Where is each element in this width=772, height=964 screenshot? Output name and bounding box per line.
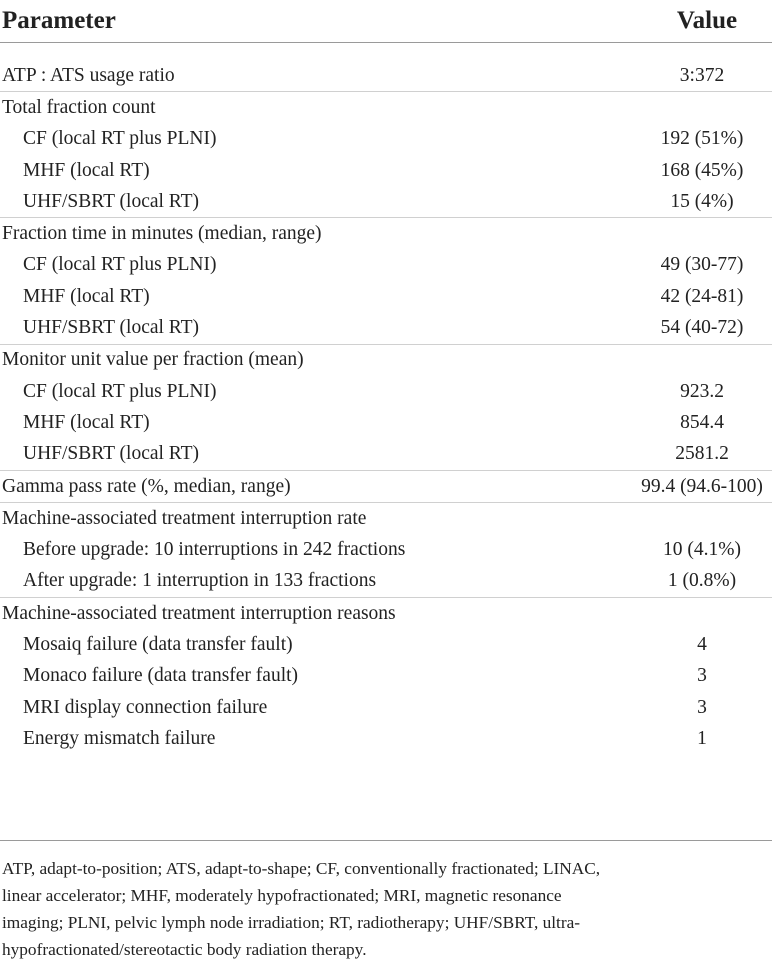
table-row [0,534,772,565]
row-label: CF (local RT plus PLNI) [23,128,217,150]
row-label: Before upgrade: 10 interruptions in 242 fractions [23,539,406,561]
row-value: 15 (4%) [670,190,734,212]
table-row [0,344,772,376]
row-label: ATP : ATS usage ratio [2,64,175,86]
row-label: Monitor unit value per fraction (mean) [2,349,304,371]
table-row [0,186,772,217]
footnote-line: linear accelerator; MHF, moderately hypofractionated; MRI, magnetic resonance [2,886,562,905]
footnote-line: imaging; PLNI, pelvic lymph node irradiation; RT, radiotherapy; UHF/SBRT, ultra- [2,913,581,932]
row-value: 1 [697,727,707,749]
row-value: 10 (4.1%) [663,539,741,561]
row-value: 3 [697,665,707,687]
row-label: CF (local RT plus PLNI) [23,380,217,402]
row-label: Fraction time in minutes (median, range) [2,223,322,245]
row-label: MHF (local RT) [23,285,150,307]
table-row [0,124,772,155]
table-row [0,502,772,534]
row-value: 42 (24-81) [660,285,744,307]
row-label: MRI display connection failure [23,696,268,718]
row-label: Mosaiq failure (data transfer fault) [23,633,293,655]
footnote-line: ATP, adapt-to-position; ATS, adapt-to-shape; CF, conventionally fractionated; LINAC, [2,859,601,878]
header-value: Value [676,7,738,34]
table-row [0,250,772,281]
row-value: 168 (45%) [660,159,744,181]
row-value: 99.4 (94.6-100) [641,475,763,497]
table-row [0,439,772,470]
row-value: 854.4 [680,411,724,433]
row-label: Machine-associated treatment interruption rate [2,507,367,529]
row-value: 3 [697,696,707,718]
row-label: MHF (local RT) [23,411,150,433]
table-body [0,43,772,755]
row-label: UHF/SBRT (local RT) [23,317,200,339]
row-value: 3:372 [679,64,725,86]
table-row [0,629,772,660]
row-label: After upgrade: 1 interruption in 133 fractions [23,570,377,592]
row-value: 1 (0.8%) [667,570,737,592]
row-value: 192 (51%) [660,128,744,150]
table-row [0,91,772,123]
row-label: MHF (local RT) [23,159,150,181]
table-row [0,312,772,343]
table-row [0,661,772,692]
footnote-line: hypofractionated/stereotactic body radiation therapy. [2,940,367,959]
table-row [0,376,772,407]
table-row [0,407,772,438]
table-row [0,723,772,754]
table-row [0,470,772,502]
row-value: 2581.2 [675,443,729,465]
table-row [0,692,772,723]
table-footnote [0,840,772,963]
row-label: Machine-associated treatment interruption reasons [2,602,396,624]
header-parameter: Parameter [2,7,116,34]
row-label: Total fraction count [2,96,156,118]
table-row [0,566,772,597]
row-value: 54 (40-72) [660,317,744,339]
row-value: 4 [697,633,707,655]
row-value: 923.2 [680,380,724,402]
row-label: Energy mismatch failure [23,727,216,749]
table-row [0,281,772,312]
row-label: CF (local RT plus PLNI) [23,254,217,276]
table-row [0,217,772,249]
table-row [0,597,772,629]
row-label: UHF/SBRT (local RT) [23,443,200,465]
table-row [0,155,772,186]
row-label: UHF/SBRT (local RT) [23,190,200,212]
row-label: Monaco failure (data transfer fault) [23,665,299,687]
table-header [0,0,772,43]
row-value: 49 (30-77) [660,254,744,276]
table-row [0,60,772,91]
row-label: Gamma pass rate (%, median, range) [2,475,291,497]
